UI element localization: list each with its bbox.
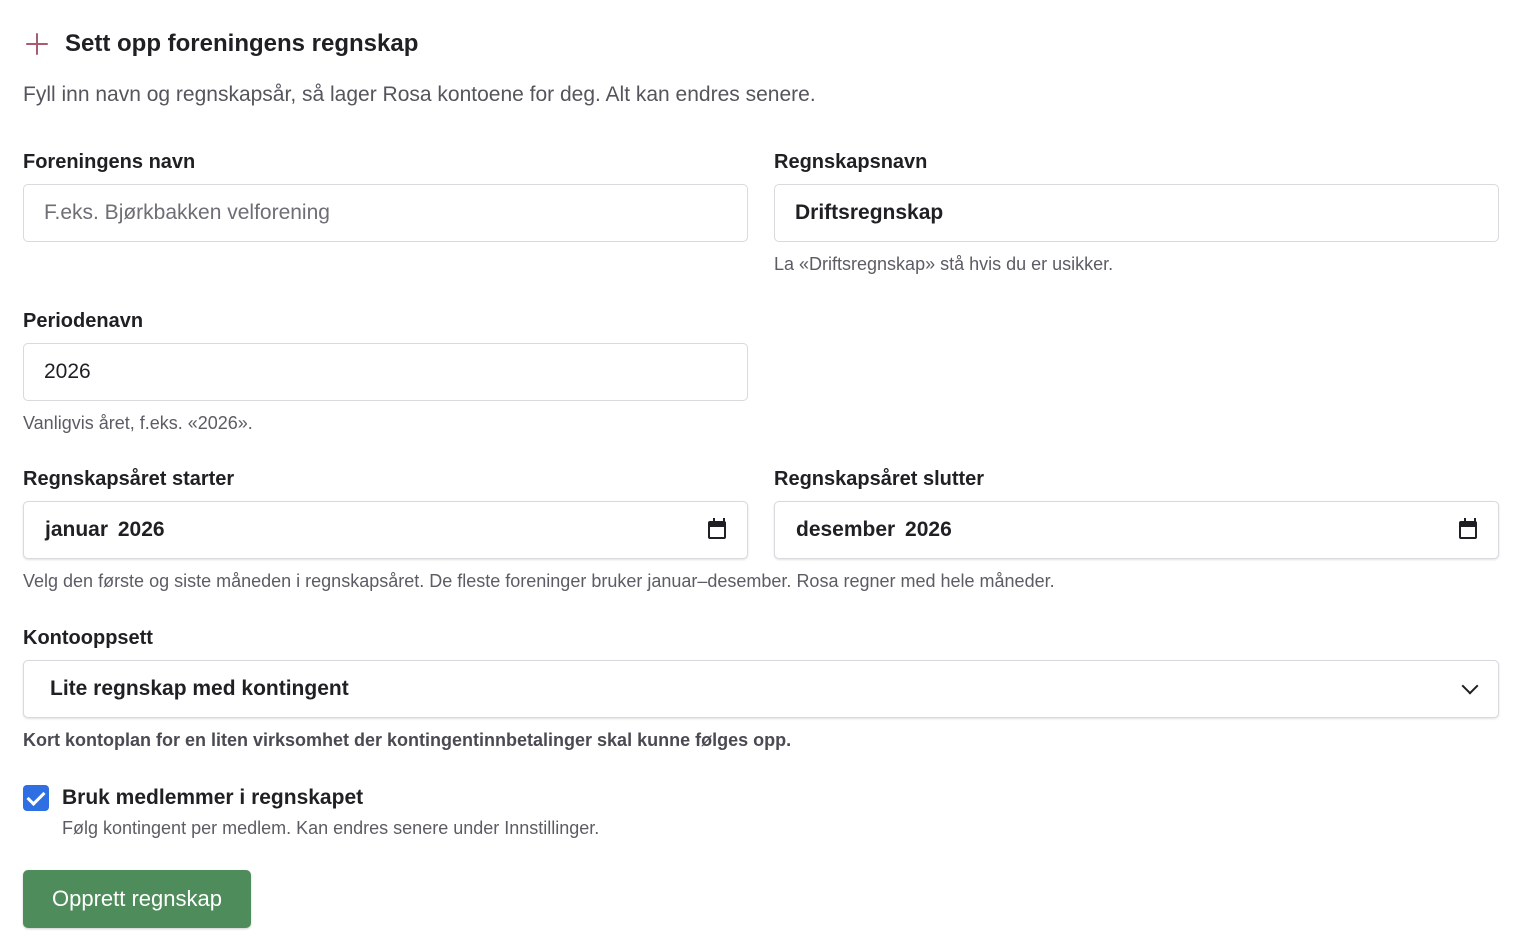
accounts-name-input[interactable] [774, 184, 1499, 242]
use-members-hint: Følg kontingent per medlem. Kan endres senere under Innstillinger. [62, 818, 600, 838]
period-name-hint: Vanligvis året, f.eks. «2026». [23, 413, 253, 433]
association-name-label: Foreningens navn [23, 151, 196, 173]
period-name-label: Periodenavn [23, 310, 144, 332]
page-header [24, 30, 418, 58]
year-end-value: desember 2026 [796, 518, 952, 541]
accounts-name-hint: La «Driftsregnskap» stå hvis du er usikker. [774, 254, 1114, 274]
use-members-label[interactable]: Bruk medlemmer i regnskapet [62, 786, 364, 809]
account-setup-hint: Kort kontoplan for en liten virksomhet der kontingentinnbetalinger skal kunne følges opp. [23, 730, 792, 750]
plus-icon [24, 31, 50, 57]
account-setup-selected: Lite regnskap med kontingent [50, 677, 349, 700]
page-title: Sett opp foreningens regnskap [65, 30, 419, 57]
accounts-name-label: Regnskapsnavn [774, 151, 928, 173]
year-end-label: Regnskapsåret slutter [774, 468, 985, 490]
calendar-icon[interactable] [708, 521, 726, 539]
account-setup-label: Kontooppsett [23, 627, 153, 649]
association-name-input[interactable] [23, 184, 748, 242]
create-accounts-button[interactable]: Opprett regnskap [23, 870, 251, 928]
year-end-month-picker[interactable] [774, 501, 1499, 559]
year-hint: Velg den første og siste måneden i regnskapsåret. De fleste foreninger bruker januar–desember. Rosa regner med hele måneder. [23, 571, 1055, 591]
year-start-value: januar 2026 [45, 518, 165, 541]
chevron-down-icon [1462, 678, 1479, 695]
year-start-month-picker[interactable] [23, 501, 748, 559]
intro-text: Fyll inn navn og regnskapsår, så lager Rosa kontoene for deg. Alt kan endres senere. [23, 83, 816, 106]
account-setup-select[interactable] [23, 660, 1499, 718]
period-name-input[interactable] [23, 343, 748, 401]
use-members-checkbox[interactable] [23, 785, 49, 811]
calendar-icon[interactable] [1459, 521, 1477, 539]
year-start-label: Regnskapsåret starter [23, 468, 235, 490]
